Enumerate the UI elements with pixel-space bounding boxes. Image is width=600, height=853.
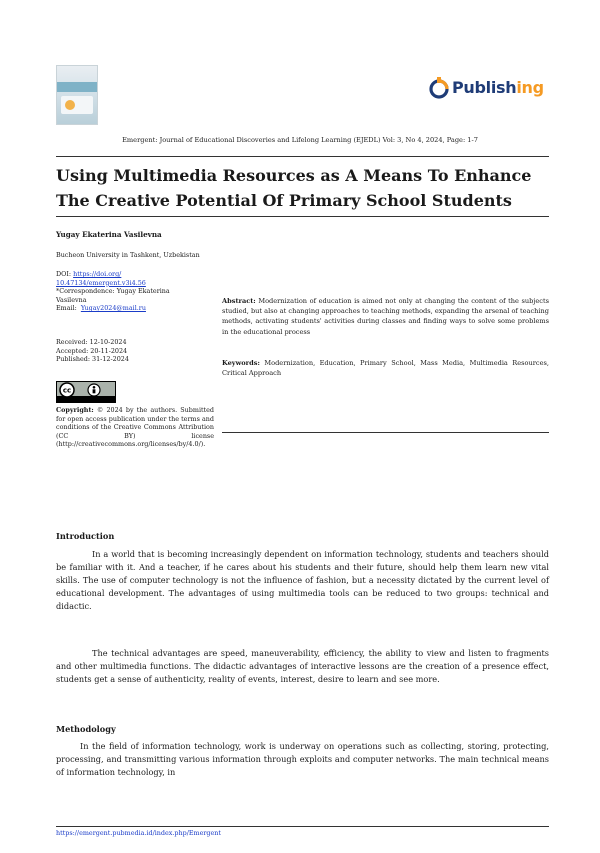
abstract-text: Modernization of education is aimed not only at changing the content of the subjects studied, but also at changing approaches to teaching methods, expanding the arsenal of teaching methods, activating students' activities during classes and finding ways to solve some problems in the educational process — [222, 297, 549, 336]
keywords-label: Keywords: — [222, 359, 260, 367]
received-date: Received: 12-10-2024 — [56, 338, 127, 346]
keywords-text: Modernization, Education, Primary School, Mass Media, Multimedia Resources, Critical Approach — [222, 359, 549, 378]
introduction-paragraph-1: In a world that is becoming increasingly dependent on information technology, students and teachers should be familiar with it. And a teacher, if he cares about his students and their future, should help them learn new vital skills. The use of computer technology is not the influence of fashion, but a necessity dictated by the current level of educational development. The advantages of using multimedia tools can be reduced to two groups: technical and didactic. — [56, 549, 549, 612]
copyright-notice: Copyright: © 2024 by the authors. Submitted for open access publication under the terms and conditions of the Creative Commons Attribution (CC BY) license (http://creativecommons.org/licenses/by/4.0/). — [56, 406, 214, 449]
doi-link[interactable]: https://doi.org/ — [73, 270, 122, 278]
abstract — [222, 296, 549, 337]
journal-url-link[interactable]: https://emergent.pubmedia.id/index.php/Emergent — [56, 829, 221, 837]
footer-rule — [56, 826, 549, 827]
footer — [56, 829, 221, 837]
email-link[interactable]: Yugay2024@mail.ru — [80, 304, 146, 313]
published-date: Published: 31-12-2024 — [56, 355, 129, 364]
methodology-paragraph-1: In the field of information technology, work is underway on operations such as collecting, storing, protecting, processing, and transmitting various information through exploits and computer networks. The main technical means of information technology, in — [56, 741, 549, 778]
publisher-logo — [428, 73, 548, 103]
title-rule — [56, 216, 549, 217]
cc-by-license-badge[interactable] — [56, 381, 116, 403]
abstract-rule — [222, 432, 549, 433]
author-name: Yugay Ekaterina Vasilevna — [56, 230, 162, 239]
publishing-logo-icon — [428, 77, 450, 99]
publisher-logo-text: Publishing — [452, 78, 544, 97]
author-affiliation: Bucheon University in Tashkent, Uzbekistan — [56, 251, 200, 259]
journal-citation-line: Emergent: Journal of Educational Discoveries and Lifelong Learning (EJEDL) Vol: 3, No 4, 2024, Page: 1-7 — [122, 136, 478, 144]
keywords — [222, 358, 549, 378]
article-title: Using Multimedia Resources as A Means To Enhance The Creative Potential Of Primary School Students — [56, 166, 532, 210]
doi-block: DOI: https://doi.org/ 10.47134/emergent.v3i4.56 *Correspondence: Yugay Ekaterina Vasilevna Email: Yugay2024@mail.ru — [56, 270, 214, 313]
header-rule — [56, 156, 549, 157]
correspondence: *Correspondence: Yugay Ekaterina — [56, 287, 170, 296]
methodology-heading: Methodology — [56, 724, 116, 734]
dates-block — [56, 338, 214, 364]
doi-link-suffix[interactable]: 10.47134/emergent.v3i4.56 — [56, 278, 146, 287]
introduction-heading: Introduction — [56, 531, 115, 541]
abstract-label: Abstract: — [222, 297, 256, 305]
introduction-paragraph-2: The technical advantages are speed, maneuverability, efficiency, the ability to view and listen to fragments and other multimedia functions. The didactic advantages of interactive lessons are the creation of a presence effect, students get a sense of authenticity, reality of events, interest, desire to learn and see more. — [56, 648, 549, 685]
accepted-date: Accepted: 20-11-2024 — [56, 346, 128, 355]
journal-cover-thumbnail — [56, 65, 98, 125]
svg-text:cc: cc — [62, 386, 72, 395]
